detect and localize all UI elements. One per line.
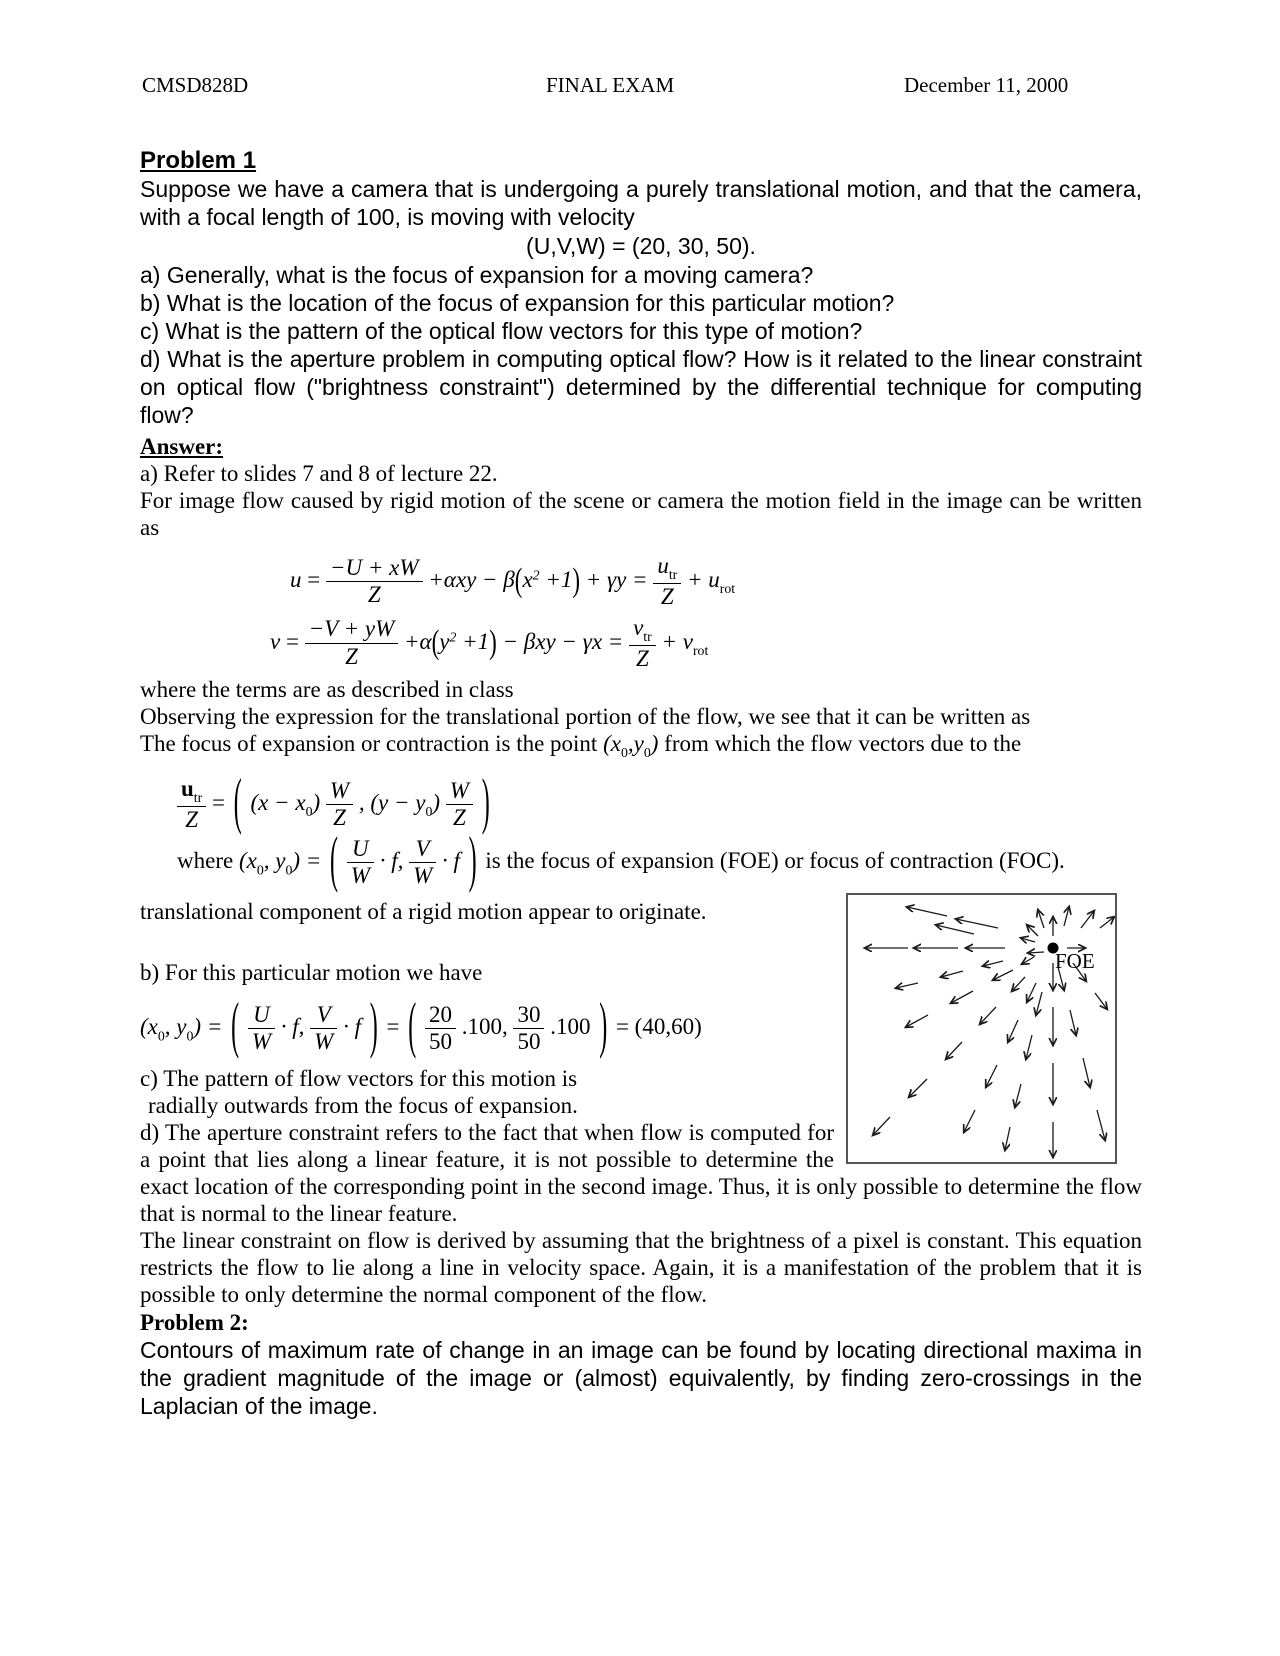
eq-term: ) =: [292, 847, 322, 873]
fraction: $\frac{U}{W}$: [347, 836, 374, 890]
fraction: $\frac{-V + yW}{Z}$: [305, 616, 399, 670]
paren: ): [468, 827, 477, 896]
answer-focus-line: The focus of expansion or contraction is the point $(x_0,y_0)$ from which the flow vectors due to the: [140, 731, 1022, 761]
exam-date: December 11, 2000: [904, 73, 1069, 97]
superscript: 2: [532, 567, 540, 583]
eq-term: is the focus of expansion (FOE) or focus of contraction (FOC).: [485, 847, 1065, 873]
paren: (: [233, 769, 242, 838]
course-code: CMSD828D: [142, 73, 249, 97]
paren: ): [369, 993, 378, 1062]
equation-v-flow: [270, 615, 1142, 673]
answer-a-body: For image flow caused by rigid motion of the scene or camera the motion field in the image can be written as: [140, 488, 1142, 540]
subscript: 0: [285, 862, 293, 878]
subscript: 0: [186, 1028, 194, 1043]
subscript: rot: [692, 642, 709, 658]
eq-term: =: [285, 628, 299, 654]
eq-term: , y: [263, 847, 286, 873]
eq-term: u: [290, 567, 302, 593]
flow-arrow: [980, 1007, 996, 1024]
flow-arrow: [1027, 983, 1036, 1002]
eq-term: .100,: [461, 1013, 508, 1039]
subscript: 0: [425, 804, 433, 820]
page-header: [140, 73, 1142, 97]
exam-title: FINAL EXAM: [546, 73, 675, 97]
velocity-equation: (U,V,W) = (20, 30, 50).: [526, 233, 756, 259]
eq-term: =: [211, 790, 225, 816]
problem2-body: Contours of maximum rate of change in an image can be found by locating directional maxima in the gradient magnitude of the image or (almost) equivalently, by finding zero-crossings in the Laplacian of the image.: [140, 1337, 1142, 1420]
flow-arrow: [906, 1015, 928, 1027]
question-a: a) Generally, what is the focus of expansion for a moving camera?: [140, 262, 814, 288]
answer-c-line2: radially outwards from the focus of expansion.: [148, 1093, 578, 1119]
flow-arrow: [909, 1079, 927, 1097]
eq-term: (x: [238, 847, 257, 873]
flow-arrow: [1070, 1010, 1076, 1035]
problem2-heading: Problem 2:: [140, 1310, 249, 1336]
eq-term: +αxy − β: [428, 567, 515, 593]
eq-term: + u: [687, 567, 720, 593]
paren: ): [599, 993, 608, 1062]
eq-term: = (40,60): [615, 1013, 702, 1039]
eq-term: +α: [404, 628, 432, 654]
answer-d-para: d) The aperture constraint refers to the fact that when flow is computed for a point that lies along a linear feature, it is not possible to determine the exact location of the corresponding point in the second image. Thus, it is only possible to determine the flow that is normal to the linear feature.: [140, 1120, 1142, 1227]
fraction: $\frac{30}{50}$: [513, 1002, 544, 1056]
answer-observing: Observing the expression for the translational portion of the flow, we see that it can be written as: [140, 704, 1031, 729]
eq-term: .100: [550, 1013, 591, 1039]
flow-arrow: [873, 1117, 890, 1135]
fraction: $\frac{W}{Z}$: [326, 778, 353, 832]
eq-term: · f,: [280, 1013, 305, 1039]
eq-term: + γy =: [585, 567, 648, 593]
flow-arrow: [896, 983, 918, 988]
flow-arrow: [1008, 1020, 1018, 1042]
superscript: 2: [449, 628, 457, 644]
eq-term: =: [386, 1013, 400, 1039]
flow-arrow: [951, 991, 973, 1003]
eq-term: ,: [358, 790, 365, 816]
subscript: 0: [157, 1028, 165, 1043]
flow-arrow: [936, 925, 974, 934]
eq-term: · f,: [379, 847, 404, 873]
eq-term: x: [522, 567, 533, 593]
eq-term: (x: [140, 1013, 158, 1039]
paren: ): [481, 769, 490, 838]
flow-arrow: [1038, 910, 1044, 928]
question-b: b) What is the location of the focus of expansion for this particular motion?: [140, 290, 895, 316]
flow-arrow: [1027, 925, 1038, 936]
fraction: $\frac{U}{W}$: [248, 1002, 275, 1056]
flow-arrow: [993, 970, 1013, 980]
paren: (: [408, 993, 417, 1062]
foe-label: FOE: [1055, 948, 1095, 973]
eq-term: (x − x: [250, 790, 306, 816]
flow-arrow: [1005, 1127, 1010, 1150]
problem1-intro: Suppose we have a camera that is undergoing a purely translational motion, and that the camera, with a focal length of 100, is moving with velocity: [140, 176, 1142, 230]
answer-translational: translational component of a rigid motion appear to originate.: [140, 898, 707, 924]
answer-linear-para: The linear constraint on flow is derived by assuming that the brightness of a pixel is constant. This equation restricts the flow to lie along a line in velocity space. Again, it is a manifestation of the problem that it is possible to only determine the normal component of the flow.: [140, 1228, 1142, 1308]
eq-term: + v: [661, 628, 693, 654]
eq-term: y: [439, 628, 450, 654]
flow-arrow: [1028, 952, 1044, 953]
eq-term: · f: [442, 847, 460, 873]
flow-arrow: [907, 907, 947, 916]
eq-term: , y: [164, 1013, 187, 1039]
fraction: $\frac{u_{tr}}{Z}$: [653, 553, 681, 611]
paren: (: [231, 993, 240, 1062]
eq-term: ): [432, 790, 441, 816]
flow-arrow: [1026, 1035, 1032, 1059]
paren: ): [572, 562, 581, 599]
problem1-heading: Problem 1: [140, 147, 257, 174]
equation-foe-translational: [177, 769, 1142, 838]
eq-term: · f: [343, 1013, 361, 1039]
eq-term: v: [270, 628, 281, 654]
subscript: rot: [719, 581, 736, 597]
answer-label: Answer:: [140, 434, 224, 459]
eq-term: +1: [456, 628, 490, 654]
answer-a-ref: a) Refer to slides 7 and 8 of lecture 22.: [140, 461, 498, 486]
equation-u-flow: [290, 553, 1142, 611]
flow-arrow: [1083, 1058, 1090, 1087]
eq-term: =: [307, 567, 321, 593]
flow-arrow: [1022, 957, 1034, 964]
flow-arrows: [865, 907, 1114, 1157]
paren: (: [431, 623, 440, 660]
paren: ): [489, 623, 497, 660]
flow-arrow: [941, 971, 963, 977]
flow-arrow: [1015, 1084, 1021, 1107]
flow-field-figure: [846, 893, 1117, 1164]
paren: (: [330, 827, 339, 896]
flow-arrow: [956, 919, 998, 928]
eq-term: (y − y: [370, 790, 426, 816]
flow-arrow: [964, 1110, 975, 1132]
eq-term: ) =: [193, 1013, 223, 1039]
subscript: 0: [256, 862, 264, 878]
answer-b-line: b) For this particular motion we have: [140, 959, 483, 985]
subscript: 0: [305, 804, 313, 820]
eq-term: +1: [539, 567, 573, 593]
equation-where-foe: [177, 827, 1142, 896]
flow-arrow: [1100, 917, 1114, 928]
fraction: $\frac{20}{50}$: [425, 1002, 456, 1056]
answer-c-line1: c) The pattern of flow vectors for this motion is: [140, 1066, 578, 1092]
flow-arrow: [1064, 907, 1069, 926]
fraction: $\frac{u_{tr}}{Z}$: [177, 776, 206, 834]
fraction: $\frac{v_{tr}}{Z}$: [629, 615, 656, 673]
fraction: $\frac{-U + xW}{Z}$: [326, 555, 423, 609]
question-d: d) What is the aperture problem in computing optical flow? How is it related to the linear constraint on optical flow ("brightness constraint") determined by the differential technique for computing flow?: [140, 346, 1142, 428]
flow-arrow: [1012, 977, 1025, 991]
flow-arrow: [983, 961, 1003, 966]
answer-where-terms: where the terms are as described in class: [140, 677, 514, 702]
flow-arrow: [1081, 911, 1094, 928]
flow-arrow: [1021, 938, 1035, 942]
eq-term: where: [177, 847, 239, 873]
fraction: $\frac{V}{W}$: [409, 836, 436, 890]
flow-arrow: [1097, 1110, 1105, 1140]
eq-term: − βxy − γx =: [502, 628, 624, 654]
fraction: $\frac{W}{Z}$: [446, 778, 473, 832]
paren: (: [514, 562, 523, 599]
flow-arrow: [986, 1065, 997, 1087]
eq-term: ): [312, 790, 321, 816]
flow-arrow: [1036, 992, 1042, 1015]
flow-field-svg: [848, 895, 1115, 1162]
question-c: c) What is the pattern of the optical flow vectors for this type of motion?: [140, 318, 863, 344]
fraction: $\frac{V}{W}$: [310, 1002, 337, 1056]
flow-arrow: [1095, 993, 1107, 1009]
flow-arrow: [946, 1042, 962, 1059]
